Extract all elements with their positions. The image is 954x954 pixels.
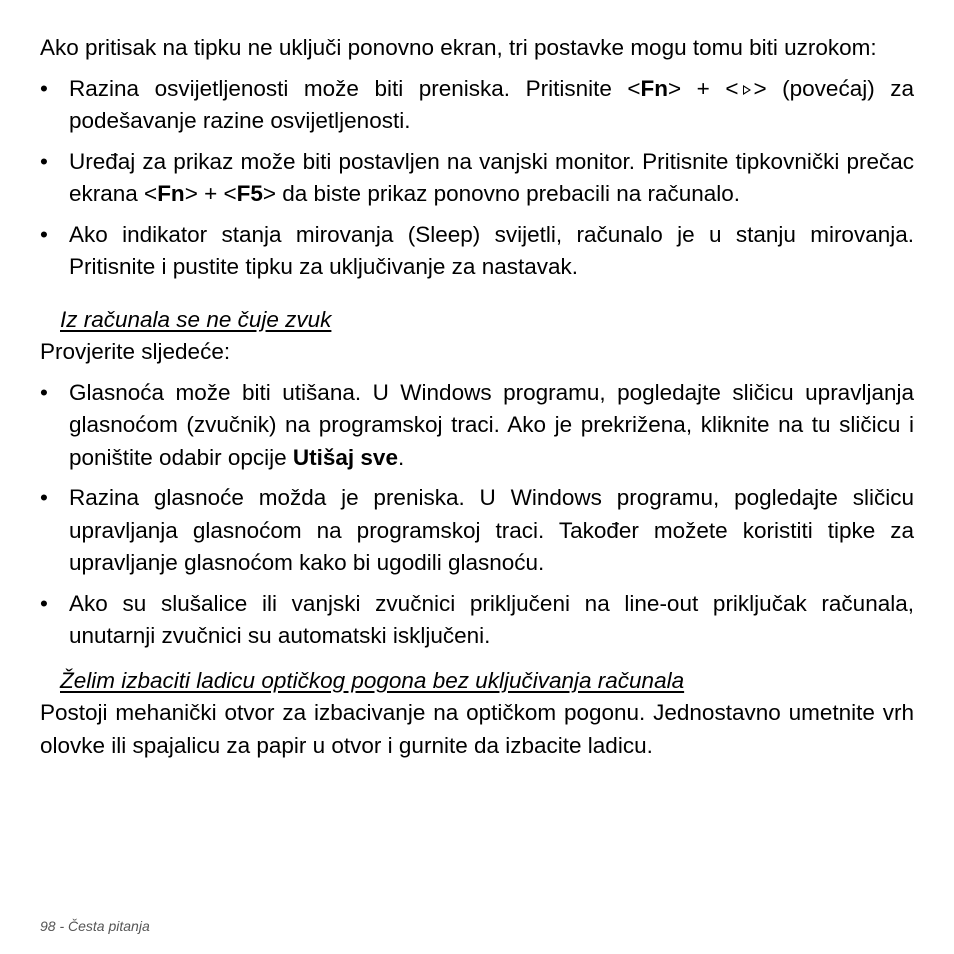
bullet-marker: •: [40, 379, 48, 405]
section-heading-optical: Želim izbaciti ladicu optičkog pogona bez uključivanja računala: [60, 667, 685, 693]
list-item: • Ako indikator stanja mirovanja (Sleep) svijetli, računalo je u stanju mirovanja. Pritisnite i pustite tipku za uključivanje za nastavak.: [40, 219, 914, 284]
sound-bullet-list: [40, 377, 914, 653]
list-item: • Razina glasnoće možda je preniska. U Windows programu, pogledajte sličicu upravljanja glasnoćom na programskoj traci. Također možete koristiti tipke za upravljanje glasnoćom kako bi ugodili glasnoću.: [40, 482, 914, 580]
bullet-marker: •: [40, 75, 48, 101]
intro-paragraph: Ako pritisak na tipku ne uključi ponovno ekran, tri postavke mogu tomu biti uzrokom:: [40, 35, 877, 60]
list-item: • Uređaj za prikaz može biti postavljen na vanjski monitor. Pritisnite tipkovnički prečac ekrana <Fn> + <F5> da biste prikaz ponovno prebacili na računalo.: [40, 146, 914, 211]
brightness-up-icon: [743, 85, 751, 95]
bullet-marker: •: [40, 148, 48, 174]
sound-lead-paragraph: Provjerite sljedeće:: [40, 339, 231, 364]
optical-paragraph: Postoji mehanički otvor za izbacivanje na optičkom pogonu. Jednostavno umetnite vrh olovke ili spajalicu za papir u otvor i gurnite da izbacite ladicu.: [40, 700, 914, 758]
list-item: • Glasnoća može biti utišana. U Windows programu, pogledajte sličicu upravljanja glasnoćom (zvučnik) na programskoj traci. Ako je prekrižena, kliknite na tu sličicu i poništite odabir opcije Utišaj sve.: [40, 377, 914, 475]
f5-key: F5: [236, 181, 263, 206]
bullet-marker: •: [40, 221, 48, 247]
page-footer: 98 - Česta pitanja: [40, 918, 150, 934]
display-bullet-list: [40, 73, 914, 284]
bullet-marker: •: [40, 590, 48, 616]
bullet-marker: •: [40, 485, 48, 510]
fn-key: Fn: [157, 181, 185, 206]
mute-all-option: Utišaj sve: [292, 444, 398, 470]
list-item: • Ako su slušalice ili vanjski zvučnici priključeni na line-out priključak računala, unutarnji zvučnici su automatski isključeni.: [40, 588, 914, 653]
section-heading-sound: Iz računala se ne čuje zvuk: [60, 306, 332, 332]
fn-key: Fn: [640, 75, 669, 101]
document-page: [40, 32, 914, 762]
list-item: • Razina osvijetljenosti može biti preniska. Pritisnite <Fn> + < > (povećaj) za podešavanje razine osvijetljenosti.: [40, 73, 914, 138]
